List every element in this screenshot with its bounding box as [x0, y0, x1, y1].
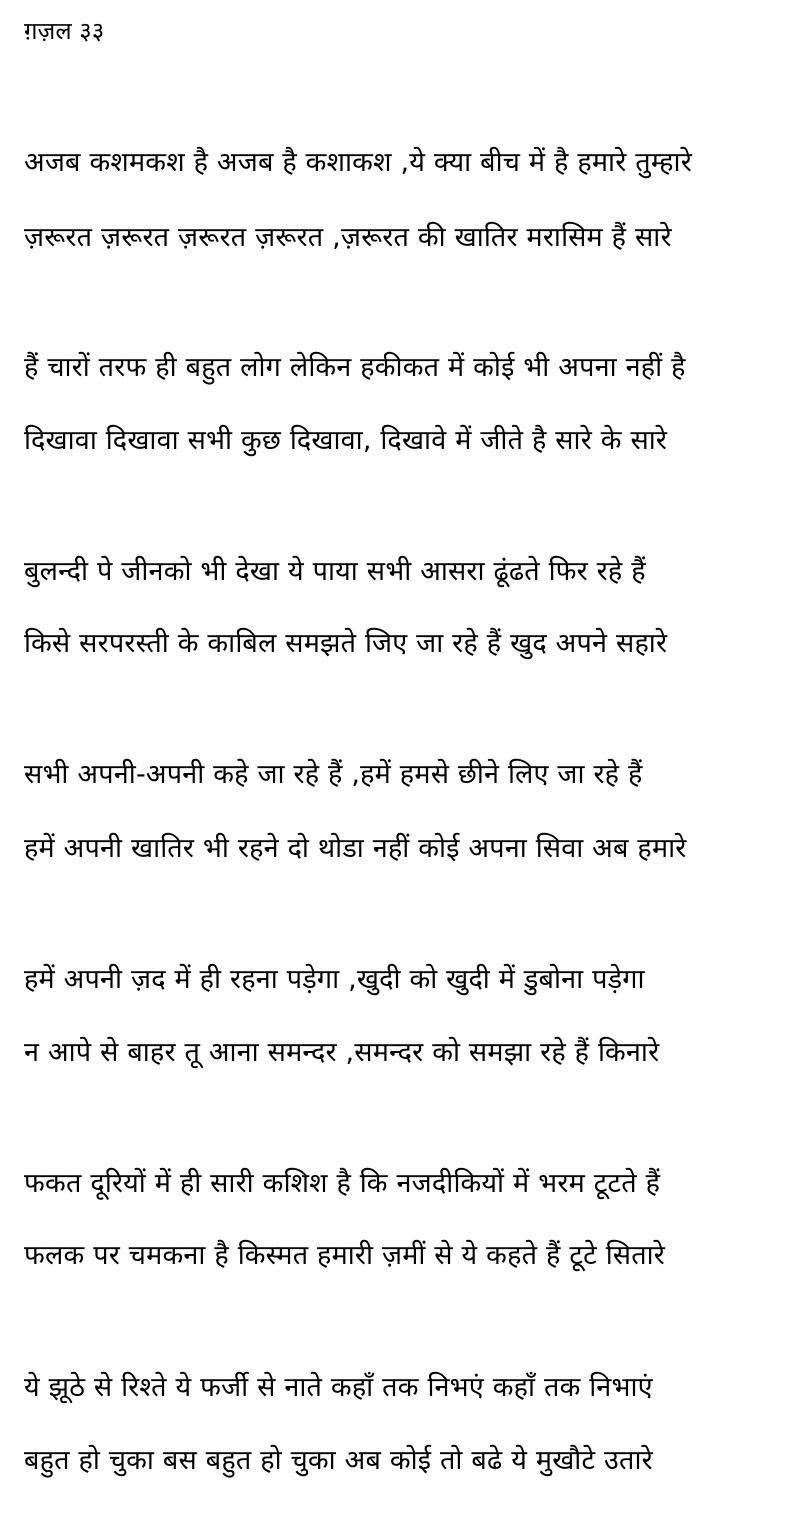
poem-line: हैं चारों तरफ ही बहुत लोग लेकिन हकीकत में कोई भी अपना नहीं है — [24, 352, 686, 383]
poem-line: हमें अपनी ज़द में ही रहना पड़ेगा ,खुदी को खुदी में डुबोना पड़ेगा — [24, 964, 645, 995]
poem-line: ये झूठे से रिश्ते ये फर्जी से नाते कहाँ तक निभएं कहाँ तक निभाएं — [24, 1372, 653, 1403]
poem-line: बहुत हो चुका बस बहुत हो चुका अब कोई तो बढे ये मुखौटे उतारे — [24, 1445, 653, 1476]
poem-line: फकत दूरियों में ही सारी कशिश है कि नजदीकियों में भरम टूटते हैं — [24, 1168, 661, 1199]
poem-line: दिखावा दिखावा सभी कुछ दिखावा, दिखावे में जीते है सारे के सारे — [24, 425, 668, 456]
poem-line: ज़रूरत ज़रूरत ज़रूरत ज़रूरत ,ज़रूरत की खातिर मरासिम हैं सारे — [24, 222, 672, 253]
poem-line: सभी अपनी-अपनी कहे जा रहे हैं ,हमें हमसे छीने लिए जा रहे हैं — [24, 759, 643, 790]
poem-line: फलक पर चमकना है किस्मत हमारी ज़मीं से ये कहते हैं टूटे सितारे — [24, 1240, 666, 1271]
poem-title: ग़ज़ल ३३ — [24, 17, 105, 45]
poem-line: बुलन्दी पे जीनको भी देखा ये पाया सभी आसरा ढूंढते फिर रहे हैं — [24, 556, 646, 587]
poem-line: हमें अपनी खातिर भी रहने दो थोडा नहीं कोई अपना सिवा अब हमारे — [24, 833, 687, 864]
poem-line: किसे सरपरस्ती के काबिल समझते जिए जा रहे हैं खुद अपने सहारे — [24, 628, 668, 659]
poem-line: न आपे से बाहर तू आना समन्दर ,समन्दर को समझा रहे हैं किनारे — [24, 1037, 660, 1068]
poem-line: अजब कशमकश है अजब है कशाकश ,ये क्या बीच में है हमारे तुम्हारे — [24, 147, 692, 178]
